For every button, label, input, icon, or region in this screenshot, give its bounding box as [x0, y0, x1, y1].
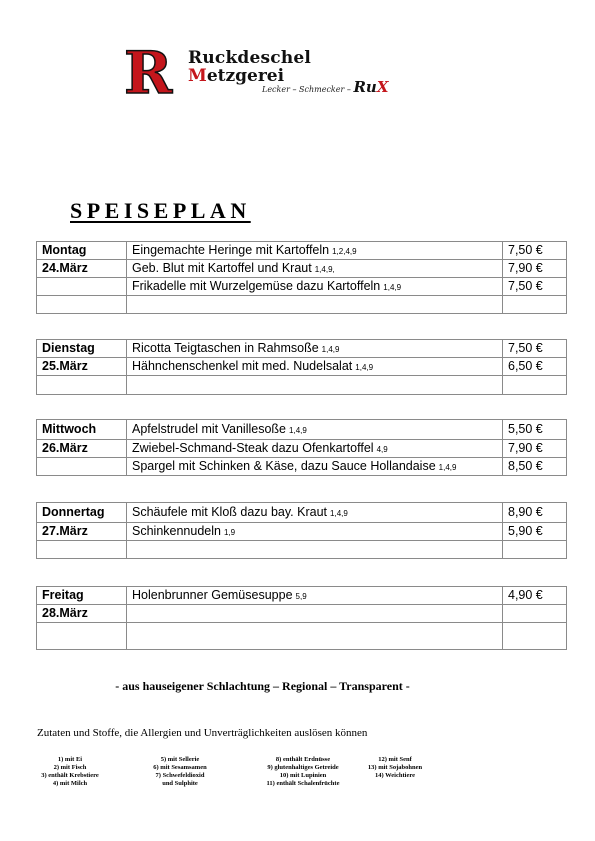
empty-cell [37, 376, 127, 395]
dish-cell [127, 242, 503, 260]
dish-allergens: 1,4,9 [355, 362, 374, 372]
dish-name: Apfelstrudel mit Vanillesoße [132, 421, 287, 436]
allergen-item: und Sulphite [162, 780, 198, 787]
dish-price: 4,90 € [503, 587, 567, 605]
allergy-title: Zutaten und Stoffe, die Allergien und Unverträglichkeiten auslösen können [37, 727, 368, 739]
day-name: Freitag [37, 587, 127, 605]
dish-price: 8,90 € [503, 503, 567, 523]
dish-price: 7,90 € [503, 440, 567, 458]
table-row [37, 420, 567, 440]
day-name: Dienstag [37, 340, 127, 358]
table-row [37, 278, 567, 296]
dish-cell [127, 358, 503, 376]
dish-cell [127, 440, 503, 458]
allergen-column [243, 756, 363, 788]
table-row [37, 541, 567, 559]
slogan: - aus hauseigener Schlachtung – Regional – Transparent - [115, 679, 410, 693]
signature-ru: Ru [353, 78, 377, 96]
day-table-montag [36, 241, 567, 314]
dish-cell [127, 541, 503, 559]
allergen-item: 5) mit Sellerie [160, 756, 200, 763]
brand-name-rest: etzgerei [206, 66, 285, 86]
day-date: 25.März [37, 358, 127, 376]
brand-tagline [262, 78, 388, 96]
table-row [37, 623, 567, 650]
table-row [37, 358, 567, 376]
day-table-donnertag [36, 502, 567, 559]
brand-name-initial: M [188, 66, 207, 86]
dish-price [503, 541, 567, 559]
dish-cell [127, 458, 503, 476]
dish-allergens: 5,9 [295, 591, 307, 601]
allergen-item: 4) mit Milch [52, 780, 88, 787]
day-date: 24.März [37, 260, 127, 278]
dish-allergens: 1,4,9 [289, 425, 307, 435]
allergen-item: 12) mit Senf [378, 756, 412, 763]
dish-name: Schäufele mit Kloß dazu bay. Kraut [132, 504, 328, 519]
dish-cell [127, 623, 503, 650]
table-row [37, 260, 567, 278]
table-row [37, 523, 567, 541]
allergen-item: 6) mit Sesamsamen [153, 764, 207, 771]
dish-name: Zwiebel-Schmand-Steak dazu Ofenkartoffel [132, 440, 374, 455]
table-row [37, 440, 567, 458]
day-table-dienstag [36, 339, 567, 395]
dish-allergens: 1,4,9 [438, 462, 457, 472]
tagline-text: Lecker – Schmecker – [262, 85, 351, 94]
day-table-freitag [36, 586, 567, 650]
day-date: 27.März [37, 523, 127, 541]
logo-letter: R [124, 46, 173, 98]
allergen-item: 11) enthält Schalenfrüchte [266, 780, 340, 787]
dish-price [503, 296, 567, 314]
allergen-item: 3) enthält Krebstiere [41, 772, 99, 779]
day-date: 28.März [37, 605, 127, 623]
allergen-item: 7) Schwefeldioxid [155, 772, 205, 779]
allergen-column [355, 756, 435, 780]
dish-allergens: 1,4,9 [330, 508, 348, 518]
brand-name-line1: Ruckdeschel [188, 48, 312, 68]
dish-cell [127, 296, 503, 314]
dish-price: 8,50 € [503, 458, 567, 476]
dish-name: Schinkennudeln [132, 523, 221, 538]
dish-name: Eingemachte Heringe mit Kartoffeln [132, 242, 330, 257]
dish-allergens: 1,2,4,9 [332, 246, 357, 256]
dish-price: 6,50 € [503, 358, 567, 376]
dish-price: 7,50 € [503, 242, 567, 260]
dish-allergens: 1,4,9, [314, 264, 335, 274]
logo [122, 46, 422, 106]
allergen-column [30, 756, 110, 788]
dish-allergens: 1,4,9 [383, 282, 402, 292]
dish-price [503, 605, 567, 623]
dish-allergens: 1,4,9 [321, 344, 340, 354]
dish-cell [127, 376, 503, 395]
allergen-item: 13) mit Sojabohnen [367, 764, 423, 771]
dish-price: 7,90 € [503, 260, 567, 278]
dish-allergens: 1,9 [223, 527, 236, 537]
day-name: Mittwoch [37, 420, 127, 440]
allergen-item: 10) mit Lupinien [279, 772, 327, 779]
empty-cell [37, 296, 127, 314]
allergen-item: 1) mit Ei [57, 756, 83, 763]
allergen-column [135, 756, 225, 788]
table-row [37, 376, 567, 395]
empty-cell [37, 278, 127, 296]
day-date: 26.März [37, 440, 127, 458]
signature-x: X [376, 78, 389, 96]
dish-cell [127, 420, 503, 440]
dish-price: 5,90 € [503, 523, 567, 541]
dish-cell [127, 605, 503, 623]
dish-name: Geb. Blut mit Kartoffel und Kraut [132, 260, 312, 275]
table-row [37, 296, 567, 314]
dish-price: 7,50 € [503, 340, 567, 358]
empty-cell [37, 541, 127, 559]
dish-cell [127, 523, 503, 541]
day-name: Montag [37, 242, 127, 260]
dish-name: Hähnchenschenkel mit med. Nudelsalat [132, 358, 353, 373]
empty-cell [37, 458, 127, 476]
signature [353, 78, 388, 96]
dish-cell [127, 503, 503, 523]
dish-allergens: 4,9 [376, 444, 388, 454]
page-title: SPEISEPLAN [70, 198, 251, 223]
table-row [37, 587, 567, 605]
dish-cell [127, 260, 503, 278]
dish-name: Ricotta Teigtaschen in Rahmsoße [132, 340, 319, 355]
dish-price: 5,50 € [503, 420, 567, 440]
dish-cell [127, 587, 503, 605]
table-row [37, 340, 567, 358]
table-row [37, 458, 567, 476]
dish-price [503, 623, 567, 650]
allergen-item: 2) mit Fisch [53, 764, 87, 771]
day-name: Donnertag [37, 503, 127, 523]
dish-price [503, 376, 567, 395]
day-table-mittwoch [36, 419, 567, 476]
allergen-item: 14) Weichtiere [374, 772, 415, 779]
dish-name: Holenbrunner Gemüsesuppe [132, 587, 293, 602]
table-row [37, 605, 567, 623]
table-row [37, 242, 567, 260]
dish-name: Spargel mit Schinken & Käse, dazu Sauce Hollandaise [132, 458, 436, 473]
dish-name: Frikadelle mit Wurzelgemüse dazu Kartoffeln [132, 278, 381, 293]
empty-cell [37, 623, 127, 650]
allergen-item: 8) enthält Erdnüsse [275, 756, 331, 763]
allergen-item: 9) glutenhaltiges Getreide [267, 764, 339, 771]
dish-cell [127, 340, 503, 358]
table-row [37, 503, 567, 523]
dish-price: 7,50 € [503, 278, 567, 296]
dish-cell [127, 278, 503, 296]
logo-r-mark [122, 46, 184, 98]
